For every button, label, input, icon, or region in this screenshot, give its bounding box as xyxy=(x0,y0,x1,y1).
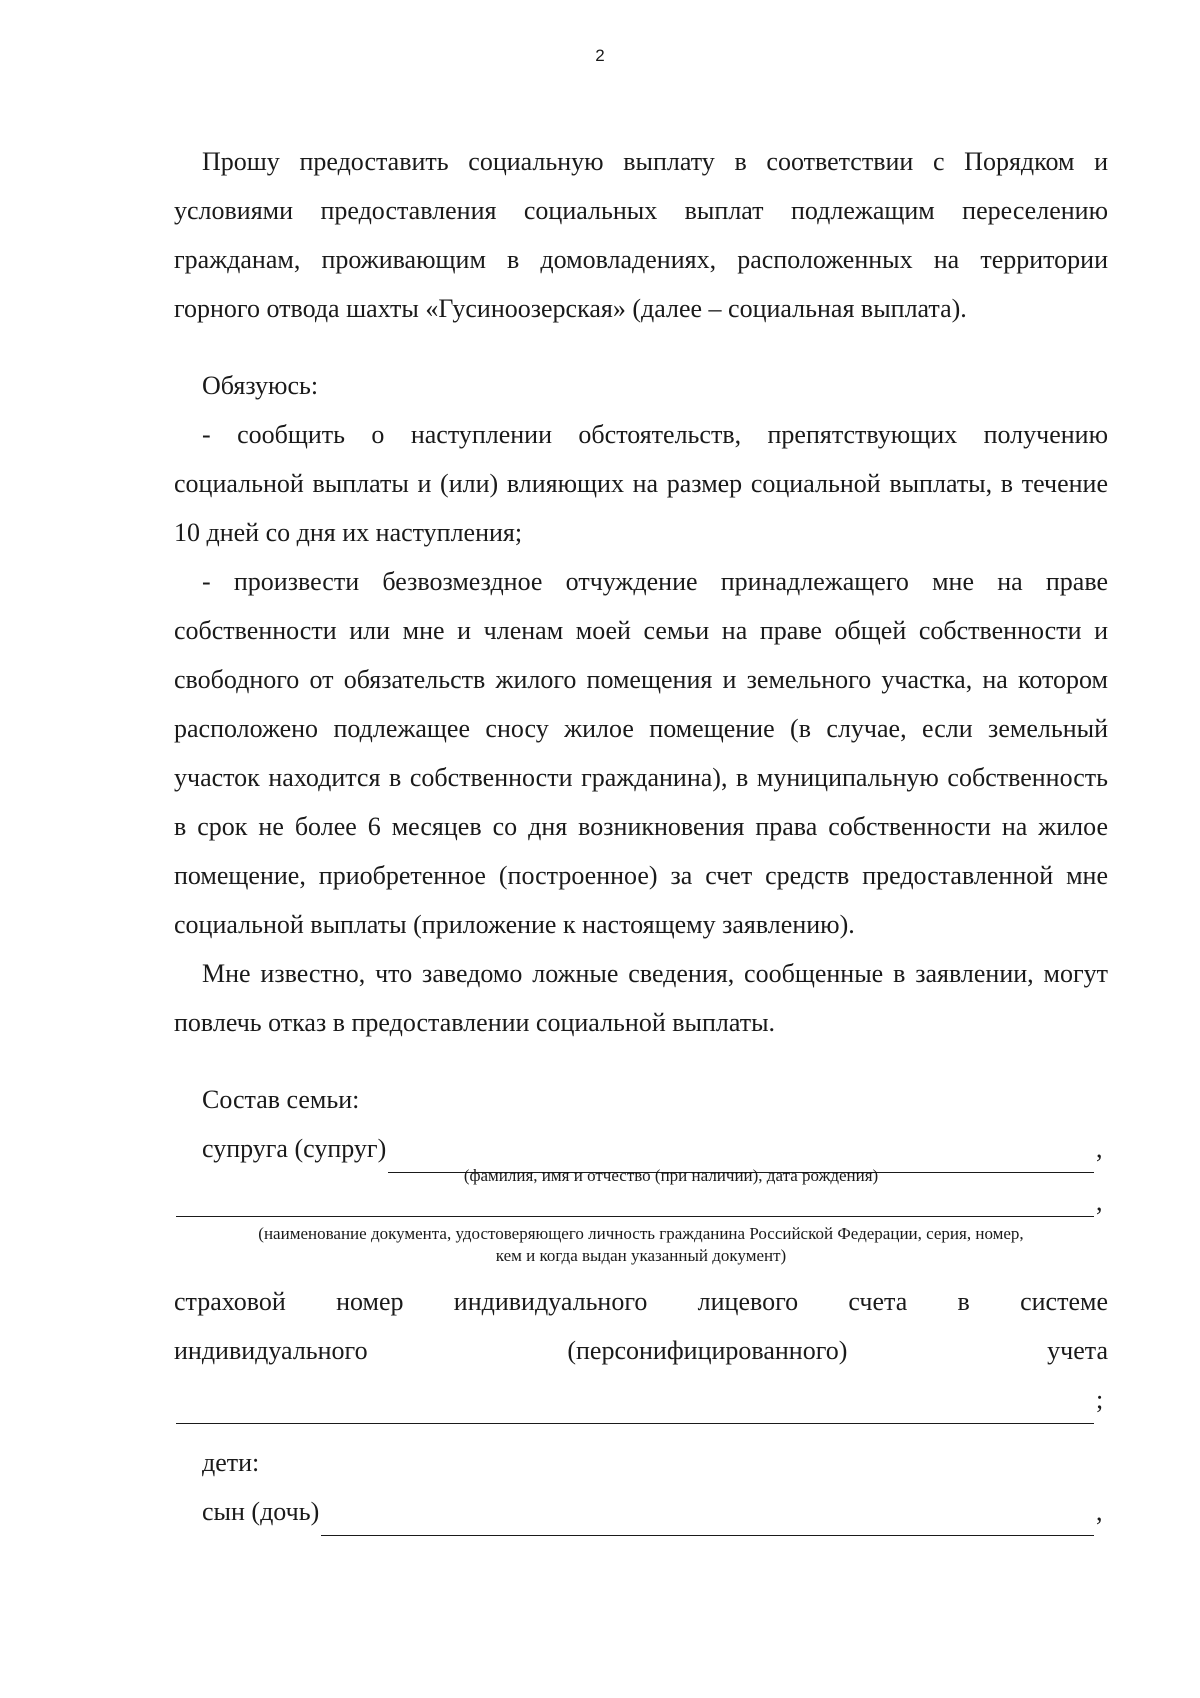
spouse-document-line xyxy=(174,1187,1108,1217)
snils-word: страховой xyxy=(174,1287,286,1316)
child-label: сын (дочь) xyxy=(202,1497,320,1526)
request-paragraph: Прошу предоставить социальную выплату в соответствии с Порядком и условиями предоставления социальных выплат подлежащим переселению гражданам, проживающим в домовладениях, расположенных на территории горного отвода шахты «Гусиноозерская» (далее – социальная выплата). xyxy=(174,147,1108,323)
snils-word: лицевого xyxy=(697,1287,799,1316)
comma: , xyxy=(1096,1187,1103,1216)
obligation-item: - произвести безвозмездное отчуждение принадлежащего мне на праве собственности или мне и членам моей семьи на праве общей собственности и свободного от обязательств жилого помещения и земельного участка, на котором расположено подлежащее сносу жилое помещение (в случае, если земельный участок находится в собственности гражданина), в муниципальную собственность в срок не более 6 месяцев со дня возникновения права собственности на жилое помещение, приобретенное (построенное) за счет средств предоставленной мне социальной выплаты (приложение к настоящему заявлению). xyxy=(174,567,1108,939)
comma: , xyxy=(1096,1497,1103,1526)
spouse-document-field[interactable] xyxy=(176,1198,1094,1217)
page-number: 2 xyxy=(595,46,605,65)
snils-field[interactable] xyxy=(176,1389,1094,1424)
spouse-caption: (фамилия, имя и отчество (при наличии), дата рождения) xyxy=(463,1166,879,1185)
document-caption-line-2: кем и когда выдан указанный документ) xyxy=(495,1246,787,1265)
child-name-field[interactable] xyxy=(321,1501,1094,1536)
snils-word: учета xyxy=(1047,1336,1108,1365)
snils-word: индивидуального xyxy=(453,1287,648,1316)
snils-text-line-1 xyxy=(174,1277,1108,1326)
snils-word: (персонифицированного) xyxy=(567,1336,848,1365)
spouse-label: супруга (супруг) xyxy=(202,1134,387,1163)
child-line xyxy=(174,1487,1108,1536)
snils-word: в xyxy=(957,1287,970,1316)
semicolon: ; xyxy=(1096,1385,1104,1414)
obligation-item: - сообщить о наступлении обстоятельств, препятствующих получению социальной выплаты и (или) влияющих на размер социальной выплаты, в течение 10 дней со дня их наступления; xyxy=(174,420,1108,547)
comma: , xyxy=(1096,1134,1103,1163)
document-body xyxy=(174,137,1108,1536)
family-heading: Состав семьи: xyxy=(202,1085,360,1114)
snils-word: системе xyxy=(1020,1287,1108,1316)
document-caption-line-1: (наименование документа, удостоверяющего личность гражданина Российской Федерации, серия, номер, xyxy=(258,1224,1024,1243)
snils-word: номер xyxy=(336,1287,404,1316)
children-heading: дети: xyxy=(202,1448,260,1477)
warning-paragraph: Мне известно, что заведомо ложные сведения, сообщенные в заявлении, могут повлечь отказ в предоставлении социальной выплаты. xyxy=(174,959,1108,1037)
obligations-heading: Обязуюсь: xyxy=(202,371,319,400)
snils-word: счета xyxy=(848,1287,908,1316)
snils-line xyxy=(174,1375,1108,1424)
snils-text-line-2 xyxy=(174,1326,1108,1375)
snils-word: индивидуального xyxy=(174,1336,368,1365)
